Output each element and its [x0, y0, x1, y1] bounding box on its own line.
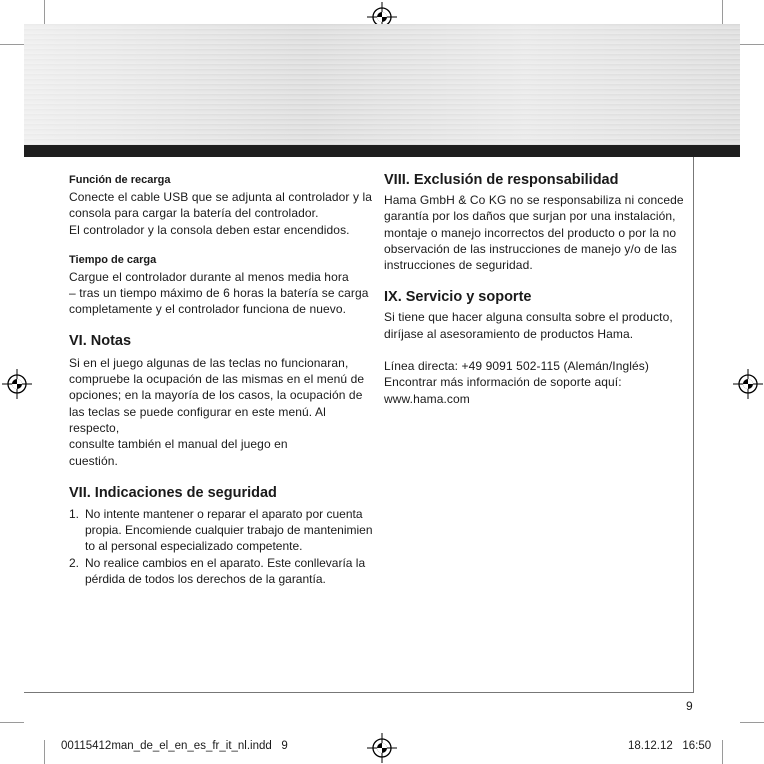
section-subheading: Tiempo de carga [69, 253, 157, 266]
text-line: Encontrar más información de soporte aquí: [384, 375, 622, 390]
text-line: cuestión. [69, 453, 118, 468]
text-line: pérdida de todos los derechos de la garantía. [85, 572, 326, 587]
text-line: Línea directa: +49 9091 502-115 (Alemán/Inglés) [384, 359, 649, 374]
crop-mark [740, 722, 764, 723]
left-column [69, 173, 379, 587]
text-line: – tras un tiempo máximo de 6 horas la batería se carga [69, 286, 369, 301]
crop-mark [0, 722, 24, 723]
text-line: Si en el juego algunas de las teclas no funcionaran, [69, 355, 349, 370]
list-item [69, 555, 379, 588]
slug-filename: 00115412man_de_el_en_es_fr_it_nl.indd 9 [61, 740, 288, 752]
text-line: instrucciones de seguridad. [384, 258, 533, 273]
text-line: completamente y el controlador funciona de nuevo. [69, 302, 347, 317]
text-line: Conecte el cable USB que se adjunta al controlador y la [69, 190, 373, 204]
list-item-number: 1. [69, 506, 80, 521]
text-line: opciones; en la mayoría de los casos, la ocupación de [69, 388, 363, 403]
section-heading: VI. Notas [69, 332, 132, 349]
page-frame-right [693, 157, 694, 693]
crop-mark [44, 0, 45, 24]
text-line: diríjase al asesoramiento de productos Hama. [384, 326, 634, 341]
registration-mark-icon [367, 733, 397, 763]
list-item-number: 2. [69, 555, 80, 570]
website-link[interactable]: www.hama.com [384, 391, 470, 406]
text-line: montaje o manejo incorrectos del producto o por la no [384, 225, 677, 240]
right-column [384, 171, 684, 407]
crop-mark [722, 0, 723, 24]
section-heading: VII. Indicaciones de seguridad [69, 484, 277, 501]
text-line: propia. Encomiende cualquier trabajo de mantenimien [85, 523, 373, 538]
crop-mark [722, 740, 723, 764]
registration-mark-icon [2, 369, 32, 399]
text-line: observación de las instrucciones de manejo y/o de las [384, 241, 677, 256]
text-line: compruebe la ocupación de las mismas en el menú de [69, 372, 365, 387]
registration-mark-icon [733, 369, 763, 399]
safety-list [69, 506, 379, 587]
text-line: No intente mantener o reparar el aparato por cuenta [85, 506, 363, 521]
text-line: Si tiene que hacer alguna consulta sobre el producto, [384, 310, 673, 325]
slug-datetime: 18.12.12 16:50 [628, 740, 712, 752]
text-line: El controlador y la consola deben estar encendidos. [69, 222, 350, 237]
text-line: Cargue el controlador durante al menos media hora [69, 269, 349, 284]
crop-mark [740, 44, 764, 45]
page-frame-bottom [24, 692, 694, 693]
section-subheading: Función de recarga [69, 174, 171, 186]
list-item [69, 506, 379, 555]
text-line: las teclas se puede configurar en este menú. Al respecto, [69, 404, 326, 435]
crop-mark [0, 44, 24, 45]
section-heading: IX. Servicio y soporte [384, 289, 532, 306]
text-line: consola para cargar la batería del controlador. [69, 206, 319, 221]
text-line: Hama GmbH & Co KG no se responsabiliza ni concede [384, 193, 684, 207]
header-band-bar [24, 145, 740, 157]
crop-mark [44, 740, 45, 764]
header-band [24, 24, 740, 157]
text-line: No realice cambios en el aparato. Este conllevaría la [85, 555, 366, 570]
page-number: 9 [686, 699, 693, 713]
text-line: garantía por los daños que surjan por una instalación, [384, 209, 676, 224]
text-line: consulte también el manual del juego en [69, 437, 288, 452]
section-heading: VIII. Exclusión de responsabilidad [384, 172, 619, 188]
text-line: to al personal especializado competente. [85, 539, 303, 554]
